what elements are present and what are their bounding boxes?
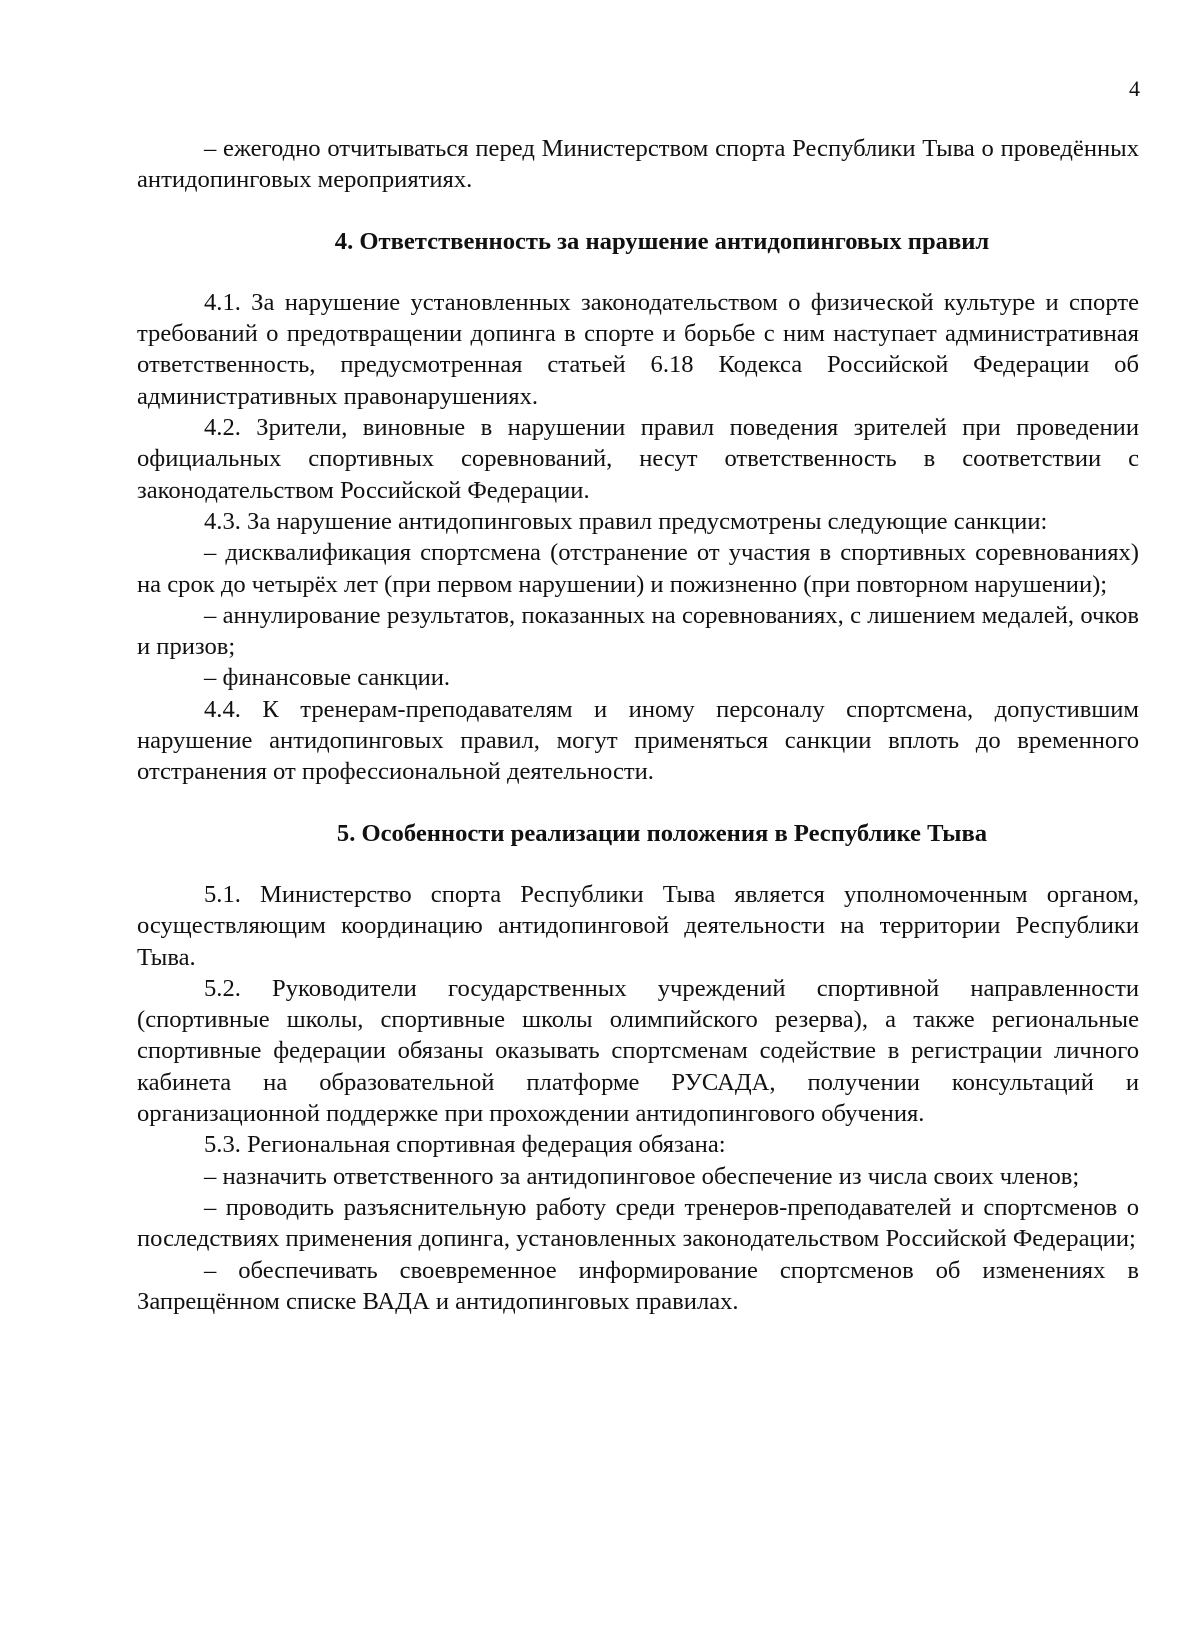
sanction-item: – финансовые санкции.	[204, 664, 451, 692]
paragraph-5-3: 5.3. Региональная спортивная федерация обязана:	[204, 1131, 726, 1159]
paragraph-4-2: 4.2. Зрители, виновные в нарушении правил поведения зрителей при проведении официальных спортивных соревнований, несут ответственность в соответствии с законодательством Российской Федерации.	[137, 414, 1139, 504]
duty-item: – обеспечивать своевременное информирование спортсменов об изменениях в Запрещённом списке ВАДА и антидопинговых правилах.	[137, 1256, 1139, 1315]
duty-item: – назначить ответственного за антидопинговое обеспечение из числа своих членов;	[204, 1162, 1080, 1190]
paragraph-5-1: 5.1. Министерство спорта Республики Тыва является уполномоченным органом, осуществляющим координацию антидопинговой деятельности на территории Республики Тыва.	[137, 880, 1139, 971]
sanction-item: – аннулирование результатов, показанных на соревнованиях, с лишением медалей, очков и призов;	[137, 601, 1139, 661]
section-5-heading: 5. Особенности реализации положения в Республике Тыва	[336, 819, 988, 847]
paragraph-4-3: 4.3. За нарушение антидопинговых правил предусмотрены следующие санкции:	[204, 507, 1048, 535]
intro-list-item: – ежегодно отчитываться перед Министерством спорта Республики Тыва о проведённых антидопинговых мероприятиях.	[137, 135, 1139, 194]
sanction-item: – дисквалификация спортсмена (отстранение от участия в спортивных соревнованиях) на срок до четырёх лет (при первом нарушении) и пожизненно (при повторном нарушении);	[137, 539, 1139, 598]
paragraph-4-1: 4.1. За нарушение установленных законодательством о физической культуре и спорте требований о предотвращении допинга в спорте и борьбе с ним наступает административная ответственность, предусмотренная статьей 6.18 Кодекса Российской Федерации об административных правонарушениях.	[137, 288, 1139, 410]
duty-item: – проводить разъяснительную работу среди тренеров-преподавателей и спортсменов о последствиях применения допинга, установленных законодательством Российской Федерации;	[137, 1193, 1139, 1253]
paragraph-4-4: 4.4. К тренерам-преподавателям и иному персоналу спортсмена, допустившим нарушение антидопинговых правил, могут применяться санкции вплоть до временного отстранения от профессиональной деятельности.	[137, 695, 1139, 786]
page-number: 4	[1129, 76, 1140, 101]
section-4-heading: 4. Ответственность за нарушение антидопинговых правил	[334, 227, 990, 255]
paragraph-5-2: 5.2. Руководители государственных учреждений спортивной направленности (спортивные школы, спортивные школы олимпийского резерва), а также региональные спортивные федерации обязаны оказывать спортсменам содействие в регистрации личного кабинета на образовательной платформе РУСАДА, получении консультаций и организационной поддержке при прохождении антидопингового обучения.	[137, 974, 1139, 1128]
document-body	[137, 133, 1139, 1317]
